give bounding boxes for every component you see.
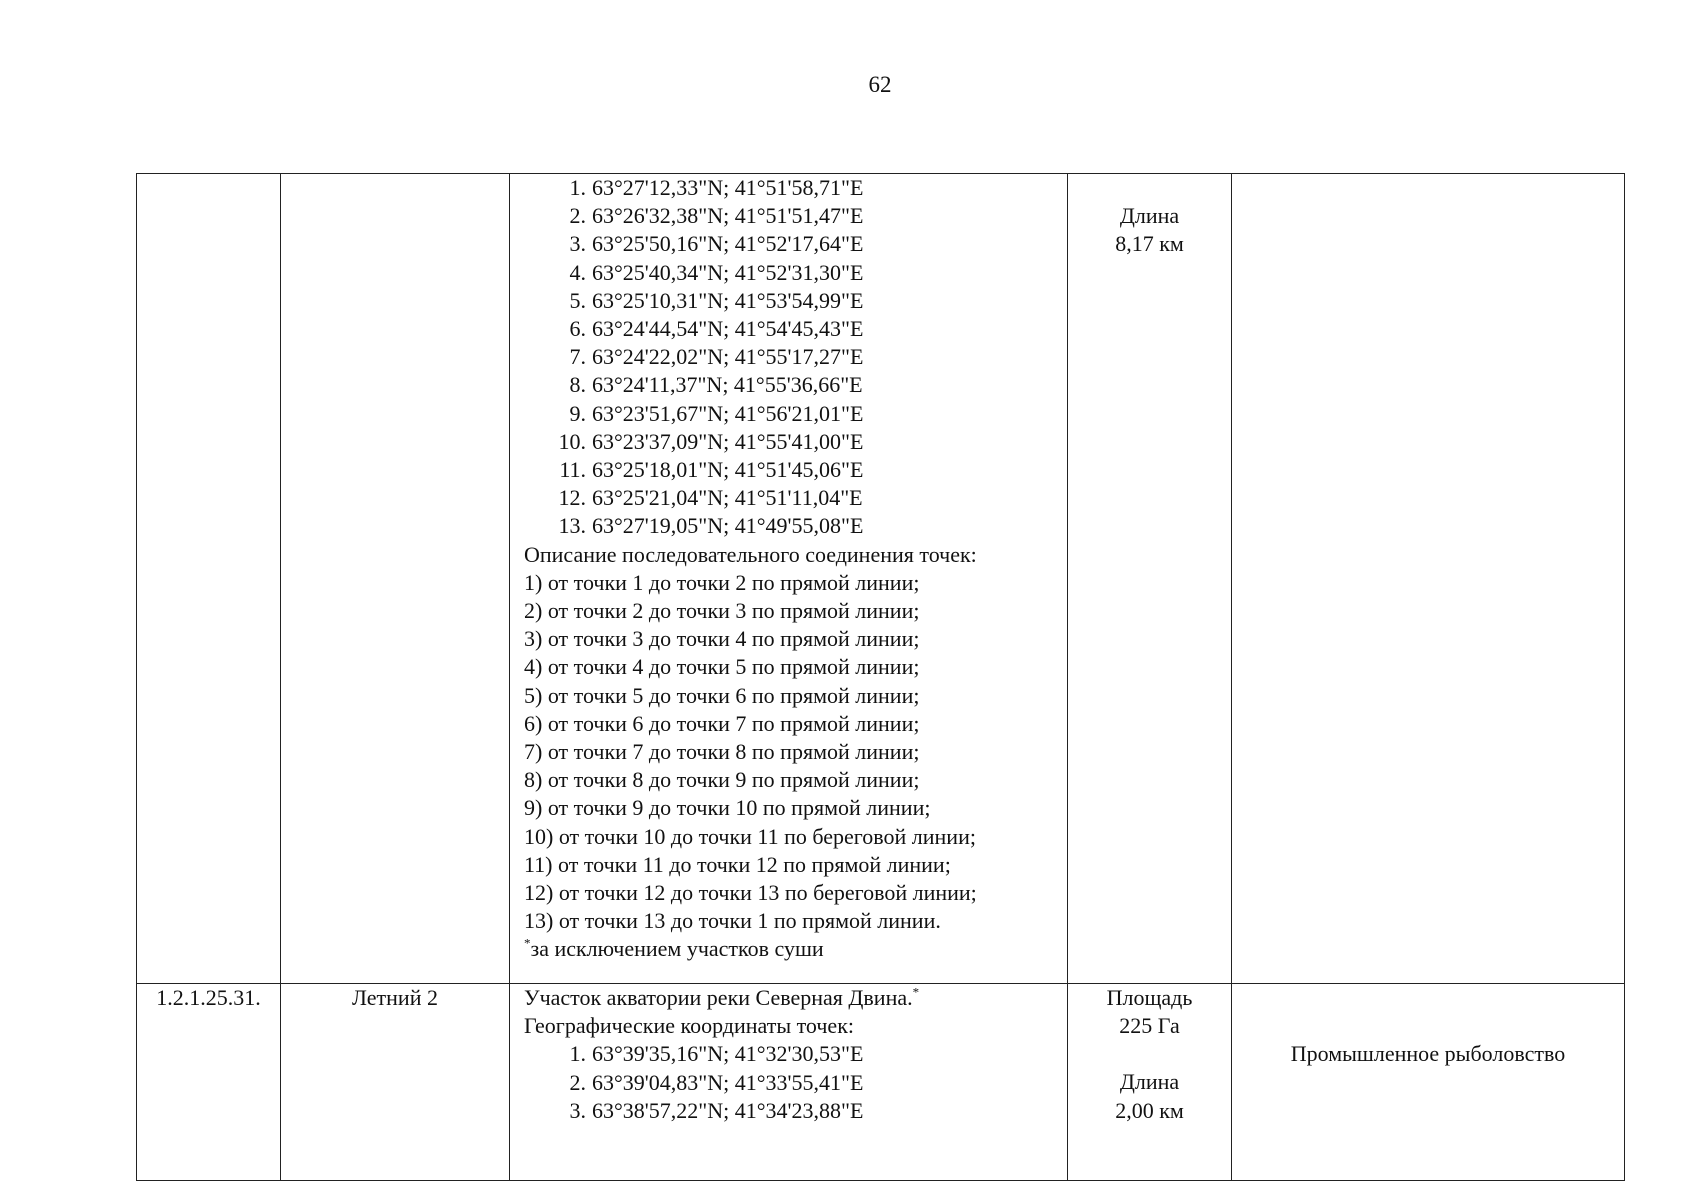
area-title-mark: * (912, 984, 920, 1000)
coordinate-item (554, 230, 1067, 258)
coordinate-item (554, 287, 1067, 315)
size-cell (1068, 984, 1232, 1181)
length-label: Длина (1119, 1069, 1180, 1095)
coordinate-item (554, 456, 1067, 484)
coordinate-number: 4. (569, 259, 586, 285)
row-number-cell: 1.2.1.25.31. (137, 984, 281, 1181)
coordinate-number: 8. (569, 372, 586, 398)
connections-list (524, 569, 1067, 936)
coordinate-number: 10. (558, 428, 586, 454)
coordinate-number: 2. (569, 203, 586, 229)
table-row (137, 984, 1625, 1181)
coordinate-number: 9. (569, 400, 586, 426)
page-number: 62 (868, 72, 892, 97)
coordinate-number: 5. (569, 287, 586, 313)
coordinate-item (554, 1040, 1067, 1068)
coordinate-number: 12. (558, 485, 586, 511)
connection-line: 10) от точки 10 до точки 11 по береговой линии; (524, 823, 976, 849)
footnote-text: за исключением участков суши (530, 936, 824, 962)
connection-line: 11) от точки 11 до точки 12 по прямой линии; (524, 851, 951, 877)
area-value: 225 Га (1119, 1013, 1180, 1039)
area-label: Площадь (1106, 985, 1193, 1010)
coordinate-value: 63°39'04,83"N; 41°33'55,41"E (592, 1069, 864, 1095)
connection-line: 8) от точки 8 до точки 9 по прямой линии; (524, 767, 920, 793)
connection-line: 3) от точки 3 до точки 4 по прямой линии; (524, 626, 920, 652)
connection-line: 7) от точки 7 до точки 8 по прямой линии; (524, 739, 920, 765)
coordinate-item (554, 315, 1067, 343)
coordinate-number: 7. (569, 344, 586, 370)
coordinate-item (554, 484, 1067, 512)
coordinate-item (554, 343, 1067, 371)
coordinate-number: 3. (569, 1097, 586, 1123)
connection-line: 6) от точки 6 до точки 7 по прямой линии; (524, 710, 920, 736)
coordinate-item (554, 428, 1067, 456)
coordinate-value: 63°24'44,54"N; 41°54'45,43"E (592, 316, 864, 342)
coordinate-number: 11. (559, 457, 586, 483)
connection-line: 1) от точки 1 до точки 2 по прямой линии; (524, 569, 920, 595)
coordinate-number: 1. (569, 175, 586, 200)
coordinate-value: 63°25'18,01"N; 41°51'45,06"E (592, 457, 864, 483)
area-name-cell (281, 174, 510, 984)
spacer (1068, 1040, 1231, 1068)
area-title-text: Участок акватории реки Северная Двина. (524, 985, 913, 1010)
coords-heading: Географические координаты точек: (524, 1013, 854, 1039)
coordinate-value: 63°23'37,09"N; 41°55'41,00"E (592, 428, 864, 454)
connection-line: 4) от точки 4 до точки 5 по прямой линии; (524, 654, 920, 680)
coordinate-number: 1. (569, 1041, 586, 1067)
coordinates-list (524, 1040, 1067, 1125)
description-cell (510, 984, 1068, 1181)
coordinate-value: 63°25'10,31"N; 41°53'54,99"E (592, 287, 864, 313)
length-value: 2,00 км (1115, 1097, 1184, 1123)
connection-line: 5) от точки 5 до точки 6 по прямой линии; (524, 682, 920, 708)
coordinate-value: 63°24'11,37"N; 41°55'36,66"E (592, 372, 863, 398)
row-number-cell (137, 174, 281, 984)
coordinate-number: 6. (569, 316, 586, 342)
coordinate-value: 63°24'22,02"N; 41°55'17,27"E (592, 344, 864, 370)
connection-heading: Описание последовательного соединения точек: (524, 541, 977, 567)
description-cell (510, 174, 1068, 984)
coordinate-item (554, 400, 1067, 428)
connection-line: 9) от точки 9 до точки 10 по прямой линии; (524, 795, 931, 821)
length-label: Длина (1119, 203, 1180, 228)
area-title (524, 984, 1067, 1012)
coordinate-number: 3. (569, 231, 586, 257)
coordinate-item (554, 174, 1067, 202)
coordinate-item (554, 512, 1067, 540)
coordinate-item (554, 1069, 1067, 1097)
area-name-cell: Летний 2 (281, 984, 510, 1181)
coordinate-value: 63°25'50,16"N; 41°52'17,64"E (592, 231, 864, 257)
footnote (524, 935, 1067, 963)
coordinates-list (524, 174, 1067, 541)
coordinate-value: 63°27'19,05"N; 41°49'55,08"E (592, 513, 864, 539)
coordinate-value: 63°25'40,34"N; 41°52'31,30"E (592, 259, 864, 285)
coordinate-value: 63°27'12,33"N; 41°51'58,71"E (592, 175, 864, 200)
coordinate-number: 13. (558, 513, 586, 539)
connection-line: 12) от точки 12 до точки 13 по береговой линии; (524, 880, 977, 906)
connection-line: 2) от точки 2 до точки 3 по прямой линии; (524, 598, 920, 624)
length-value: 8,17 км (1115, 231, 1184, 257)
coordinate-value: 63°38'57,22"N; 41°34'23,88"E (592, 1097, 864, 1123)
purpose-cell (1232, 174, 1625, 984)
footnote-mark: * (524, 936, 531, 952)
coordinate-number: 2. (569, 1069, 586, 1095)
coordinate-value: 63°26'32,38"N; 41°51'51,47"E (592, 203, 864, 229)
connection-line: 13) от точки 13 до точки 1 по прямой линии. (524, 908, 941, 934)
coordinate-item (554, 1097, 1067, 1125)
fishing-areas-table (136, 173, 1625, 1181)
size-cell (1068, 174, 1232, 984)
coordinate-item (554, 202, 1067, 230)
table-row (137, 174, 1625, 984)
coordinate-value: 63°23'51,67"N; 41°56'21,01"E (592, 400, 864, 426)
coordinate-value: 63°25'21,04"N; 41°51'11,04"E (592, 485, 863, 511)
coordinate-value: 63°39'35,16"N; 41°32'30,53"E (592, 1041, 864, 1067)
coordinate-item (554, 259, 1067, 287)
coordinate-item (554, 371, 1067, 399)
purpose-cell: Промышленное рыболовство (1232, 984, 1625, 1181)
